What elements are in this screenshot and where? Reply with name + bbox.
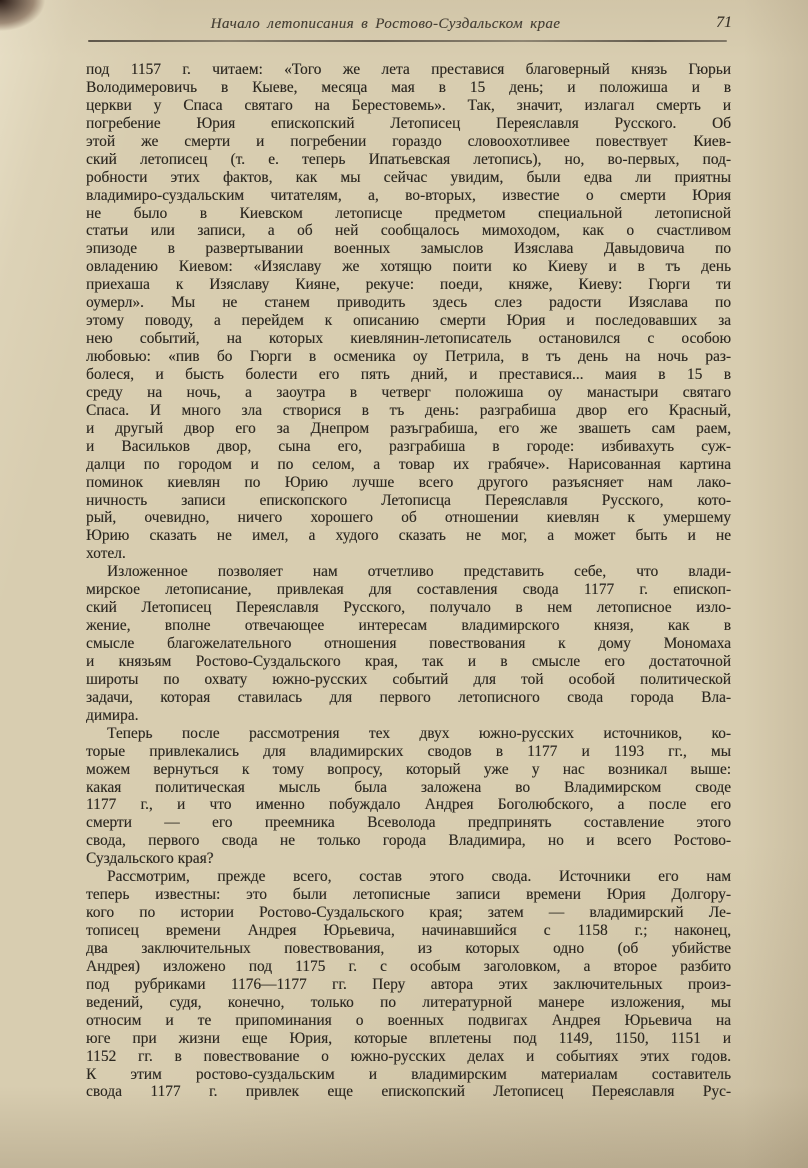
- text-line: ский Летописец Переяславля Русского, получало в нем летописное изло-: [86, 599, 731, 617]
- text-line: Теперь после рассмотрения тех двух южно-русских источников, ко-: [107, 724, 731, 742]
- text-line: под 1157 г. читаем: «Того же лета преставися благоверный князь Гюрьи: [86, 61, 731, 78]
- text-line: робности этих фактов, как мы сейчас увидим, были едва ли приятны: [86, 168, 731, 186]
- text-line: ведений, судя, конечно, только по литературной манере изложения, мы: [86, 993, 731, 1011]
- text-line: задачи, которая ставилась для первого летописного свода города Вла-: [86, 688, 731, 706]
- text-line: среду на ночь, а заоутра в четверг положиша оу манастыри святаго: [86, 383, 731, 401]
- scan-corner-artifact: [0, 0, 80, 60]
- text-line: Изложенное позволяет нам отчетливо представить себе, что влади-: [107, 563, 731, 581]
- text-line: жение, вполне отвечающее интересам владимирского князя, как в: [86, 617, 731, 635]
- text-line: приехаша к Изяславу Кияне, рекуче: поеди, княже, Киеву: Гюрги ти: [86, 276, 731, 294]
- text-line: поминок киевлян по Юрию лучше всего другого разъясняет нам лако-: [86, 473, 731, 491]
- text-line: торые привлекались для владимирских сводов в 1177 и 1193 гг., мы: [86, 742, 731, 760]
- text-line: овладению Киевом: «Изяславу же хотящю поити ко Киеву и в тъ день: [86, 258, 731, 276]
- text-line: любовью: «пив бо Гюрги в осменика оу Петрила, в тъ день на ночь раз-: [86, 348, 731, 365]
- text-line: димира.: [86, 706, 139, 724]
- text-line: теперь известны: это были летописные записи времени Юрия Долгору-: [86, 886, 731, 904]
- text-line: нею событий, на которых киевлянин-летописатель остановился с особою: [86, 330, 731, 348]
- text-line: Андрея) изложено под 1175 г. с особым заголовком, а второе разбито: [86, 957, 731, 975]
- text-line: далци по городом и по селом, а товар их грабяче». Нарисованная картина: [86, 455, 731, 473]
- text-line: под рубриками 1176—1177 гг. Перу автора этих заключительных произ-: [86, 975, 731, 993]
- text-line: свода, первого свода не только города Владимира, но и всего Ростово-: [86, 832, 731, 850]
- text-line: этой же смерти и погребении гораздо словоохотливее повествует Киев-: [86, 132, 731, 150]
- text-line: этому поводу, а перейдем к описанию смерти Юрия и последовавших за: [86, 312, 731, 330]
- text-line: широты по охвату южно-русских событий для той особой политической: [86, 670, 731, 688]
- text-line: и другый двор его за Днепром разъграбиша, его же звашеть сам раем,: [86, 419, 731, 437]
- text-line: какая политическая мысль была заложена во Владимирском своде: [86, 778, 731, 796]
- text-line: Рассмотрим, прежде всего, состав этого свода. Источники его нам: [107, 868, 731, 886]
- text-line: смысле благожелательного отношения повествования к дому Мономаха: [86, 635, 731, 652]
- text-line: тописец времени Андрея Юрьевича, начинавшийся с 1158 г.; наконец,: [86, 922, 731, 939]
- text-line: болеся, и бысть болести его пять дний, и преставися... маия в 15 в: [86, 365, 731, 383]
- text-line: Спаса. И много зла створися в тъ день: разграбиша двор его Красный,: [86, 401, 731, 419]
- text-line: мирское летописание, привлекая для составления свода 1177 г. епископ-: [86, 581, 731, 599]
- running-title: Начало летописания в Ростово-Суздальском крае: [210, 16, 561, 32]
- text-line: не было в Киевском летописце предметом специальной летописной: [86, 204, 731, 222]
- text-line: церкви у Спаса святаго на Берестовемь». Так, значит, излагал смерть и: [86, 96, 731, 114]
- text-line: хотел.: [86, 545, 126, 563]
- text-line: К этим ростово-суздальским и владимирским материалам составитель: [86, 1065, 731, 1083]
- text-line: относим и те припоминания о военных подвигах Андрея Юрьевича на: [86, 1011, 731, 1029]
- text-line: ничность записи епископского Летописца Переяславля Русского, кото-: [86, 491, 731, 509]
- page-header: [88, 13, 732, 39]
- text-line: владимиро-суздальским читателям, а, во-вторых, известие о смерти Юрия: [86, 186, 731, 204]
- text-line: статьи или записи, а об ней сообщалось мимоходом, как о счастливом: [86, 222, 731, 240]
- text-line: Юрию сказать не имел, а худого сказать не мог, а может быть и не: [86, 527, 731, 545]
- text-line: и князьям Ростово-Суздальского края, так и в смысле его достаточной: [86, 652, 731, 670]
- text-line: юге при жизни еще Юрия, которые вплетены под 1149, 1150, 1151 и: [86, 1029, 731, 1047]
- page-number: 71: [716, 14, 732, 31]
- text-line: можем вернуться к тому вопросу, который уже у нас возникал выше:: [86, 760, 731, 778]
- text-line: рый, очевидно, ничего хорошего об отношении киевлян к умершему: [86, 509, 731, 527]
- text-line: оумерл». Мы не станем приводить здесь слез радости Изяслава по: [86, 294, 731, 312]
- text-line: смерти — его преемника Всеволода предпринять составление этого: [86, 814, 731, 832]
- text-line: кого по истории Ростово-Суздальского края; затем — владимирский Ле-: [86, 904, 731, 922]
- text-line: 1177 г., и что именно побуждало Андрея Боголюбского, а после его: [86, 796, 731, 814]
- text-line: эпизоде в развертывании военных замыслов Изяслава Давыдовича по: [86, 240, 731, 258]
- text-line: 1152 гг. в повествование о южно-русских делах и событиях этих годов.: [86, 1047, 731, 1065]
- text-line: и Васильков двор, сына его, разграбиша в городе: избивахуть суж-: [86, 437, 731, 455]
- text-line: свода 1177 г. привлек еще епископский Летописец Переяславля Рус-: [86, 1083, 731, 1101]
- text-line: Володимеровичь в Кыеве, месяца мая в 15 день; и положиша и в: [86, 78, 731, 96]
- body-text: [86, 61, 731, 1101]
- header-rule: [88, 40, 727, 42]
- text-line: погребение Юрия епископский Летописец Переяславля Русского. Об: [86, 114, 731, 132]
- text-line: ский летописец (т. е. теперь Ипатьевская летопись), но, во-первых, под-: [86, 150, 731, 168]
- text-line: два заключительных повествования, из которых одно (об убийстве: [86, 939, 731, 957]
- text-line: Суздальского края?: [86, 850, 214, 868]
